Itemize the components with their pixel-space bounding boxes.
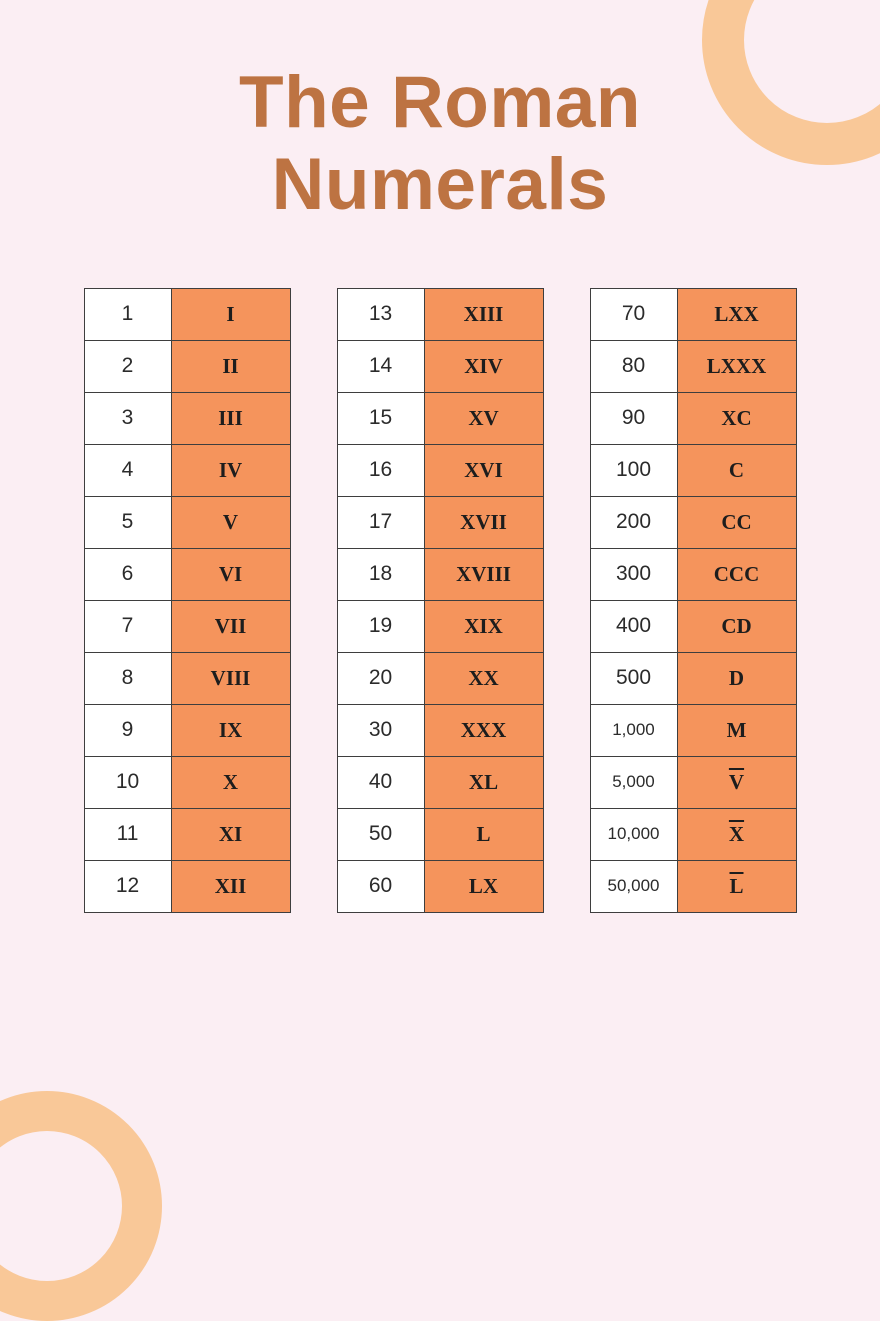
table-row [84,496,290,548]
table-row [590,652,796,704]
table-row [337,392,543,444]
arabic-value: 9 [84,704,171,756]
arabic-value: 11 [84,808,171,860]
table-row [590,704,796,756]
arabic-value: 18 [337,548,424,600]
roman-value: XI [171,808,290,860]
roman-value: I [171,288,290,340]
arabic-value: 40 [337,756,424,808]
table-row [84,288,290,340]
arabic-value: 200 [590,496,677,548]
arabic-value: 8 [84,652,171,704]
table-row [337,288,543,340]
table-row [590,392,796,444]
numerals-table-1 [84,288,291,913]
table-row [84,756,290,808]
table-row [337,340,543,392]
table-row [337,444,543,496]
roman-value [677,756,796,808]
table-row [337,548,543,600]
roman-value: XL [424,756,543,808]
roman-value: XVII [424,496,543,548]
table-row [337,808,543,860]
roman-value: XC [677,392,796,444]
roman-value: XIV [424,340,543,392]
table-row [337,496,543,548]
table-row [84,860,290,912]
table-row [590,288,796,340]
arabic-value: 300 [590,548,677,600]
arabic-value: 7 [84,600,171,652]
roman-value: V [171,496,290,548]
roman-value: C [677,444,796,496]
arabic-value: 12 [84,860,171,912]
roman-value: XIII [424,288,543,340]
table-row [84,808,290,860]
table-row [590,548,796,600]
roman-value: VII [171,600,290,652]
arabic-value: 13 [337,288,424,340]
roman-value: XIX [424,600,543,652]
roman-value: CCC [677,548,796,600]
arabic-value: 100 [590,444,677,496]
arabic-value: 16 [337,444,424,496]
roman-value: LX [424,860,543,912]
roman-value [677,860,796,912]
roman-value: IX [171,704,290,756]
table-row [590,444,796,496]
arabic-value: 50,000 [590,860,677,912]
page-title [70,0,810,226]
numerals-tables [0,288,880,913]
arabic-value: 6 [84,548,171,600]
arabic-value: 4 [84,444,171,496]
page-title-line-1: The Roman [239,62,641,143]
table-row [337,652,543,704]
page-title-line-2: Numerals [271,143,609,225]
decorative-arc-bottom-left [0,1091,162,1321]
roman-value: CC [677,496,796,548]
arabic-value: 20 [337,652,424,704]
roman-value: M [677,704,796,756]
roman-value: III [171,392,290,444]
arabic-value: 5,000 [590,756,677,808]
roman-value: XII [171,860,290,912]
roman-value: IV [171,444,290,496]
arabic-value: 500 [590,652,677,704]
arabic-value: 10,000 [590,808,677,860]
table-row [84,340,290,392]
arabic-value: 1 [84,288,171,340]
arabic-value: 50 [337,808,424,860]
table-row [590,756,796,808]
arabic-value: 17 [337,496,424,548]
roman-value: XXX [424,704,543,756]
roman-value: VIII [171,652,290,704]
table-row [84,600,290,652]
table-row [590,340,796,392]
roman-value: II [171,340,290,392]
table-row [337,756,543,808]
table-row [337,704,543,756]
roman-value: L [424,808,543,860]
roman-overline-text: $\overline{V}$ [728,769,745,794]
arabic-value: 400 [590,600,677,652]
roman-value: D [677,652,796,704]
arabic-value: 90 [590,392,677,444]
table-row [590,808,796,860]
roman-value: LXXX [677,340,796,392]
arabic-value: 10 [84,756,171,808]
roman-value: X [171,756,290,808]
table-row [84,392,290,444]
roman-value: CD [677,600,796,652]
arabic-value: 60 [337,860,424,912]
arabic-value: 80 [590,340,677,392]
roman-value: XVIII [424,548,543,600]
arabic-value: 3 [84,392,171,444]
table-row [337,600,543,652]
arabic-value: 14 [337,340,424,392]
table-row [84,652,290,704]
arabic-value: 1,000 [590,704,677,756]
roman-overline-text: $\overline{X}$ [728,821,745,846]
table-row [84,444,290,496]
roman-value: XX [424,652,543,704]
table-row [590,860,796,912]
table-row [84,704,290,756]
roman-value [677,808,796,860]
roman-value: XVI [424,444,543,496]
arabic-value: 5 [84,496,171,548]
table-row [337,860,543,912]
roman-value: XV [424,392,543,444]
table-row [590,600,796,652]
arabic-value: 19 [337,600,424,652]
arabic-value: 70 [590,288,677,340]
table-row [590,496,796,548]
arabic-value: 15 [337,392,424,444]
numerals-table-2 [337,288,544,913]
roman-value: LXX [677,288,796,340]
table-row [84,548,290,600]
arabic-value: 30 [337,704,424,756]
roman-overline-text: $\overline{L}$ [729,873,744,898]
numerals-table-3 [590,288,797,913]
arabic-value: 2 [84,340,171,392]
roman-value: VI [171,548,290,600]
